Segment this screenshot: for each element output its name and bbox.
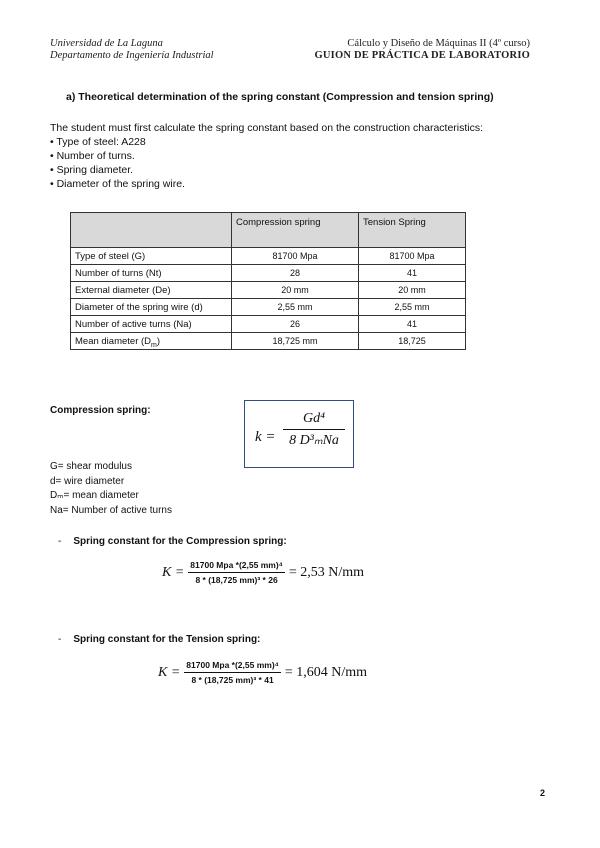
row-label: Number of active turns (Na) <box>71 316 232 333</box>
compression-value: 18,725 mm <box>232 333 359 350</box>
compression-value: 81700 Mpa <box>232 248 359 265</box>
fraction-bar <box>283 429 345 430</box>
row-label-end: ) <box>156 335 161 347</box>
row-label-text: Mean diameter (D <box>75 335 152 347</box>
table-header-empty <box>71 213 232 248</box>
compression-value: 26 <box>232 316 359 333</box>
tension-value: 41 <box>359 265 466 282</box>
equation-fraction <box>184 660 281 685</box>
tension-equation <box>158 660 367 685</box>
equation-numerator: 81700 Mpa *(2,55 mm)⁴ <box>188 560 285 573</box>
intro-text <box>50 121 483 191</box>
equation-result: = 2,53 N/mm <box>288 565 365 581</box>
dash-marker: - <box>58 536 62 547</box>
tension-value: 81700 Mpa <box>359 248 466 265</box>
equation-lhs: K = <box>158 665 181 681</box>
compression-value: 2,55 mm <box>232 299 359 316</box>
legend-item: G= shear modulus <box>50 461 132 472</box>
table-row <box>71 316 466 333</box>
row-label-subscript: m <box>151 341 157 349</box>
tension-value: 18,725 <box>359 333 466 350</box>
row-label <box>71 333 232 350</box>
heading-text: Spring constant for the Tension spring: <box>73 634 261 645</box>
compression-calc-heading <box>58 536 287 547</box>
bullet-item: • Number of turns. <box>50 150 135 162</box>
header-course <box>315 38 530 62</box>
page-number: 2 <box>540 788 546 798</box>
variable-legend <box>50 460 172 518</box>
row-label: Type of steel (G) <box>71 248 232 265</box>
formula-denominator: 8 D³ₘNa <box>289 433 339 448</box>
spring-spec-table <box>70 212 466 350</box>
table-row <box>71 299 466 316</box>
row-label: Number of turns (Nt) <box>71 265 232 282</box>
formula-fraction <box>283 411 345 449</box>
row-label: External diameter (De) <box>71 282 232 299</box>
header-institution <box>50 38 214 62</box>
compression-spring-label: Compression spring: <box>50 405 151 416</box>
table-row <box>71 282 466 299</box>
formula-lhs: k = <box>255 429 276 445</box>
tension-calc-heading <box>58 634 260 645</box>
equation-numerator: 81700 Mpa *(2,55 mm)⁴ <box>184 660 281 673</box>
table-header-compression: Compression spring <box>232 213 359 248</box>
equation-denominator: 8 * (18,725 mm)³ * 26 <box>195 575 278 585</box>
tension-value: 20 mm <box>359 282 466 299</box>
compression-value: 28 <box>232 265 359 282</box>
department-name: Departamento de Ingeniería Industrial <box>50 50 214 61</box>
equation-denominator: 8 * (18,725 mm)³ * 41 <box>191 675 274 685</box>
university-name: Universidad de La Laguna <box>50 38 163 49</box>
table-row <box>71 333 466 350</box>
intro-line: The student must first calculate the spring constant based on the construction characteristics: <box>50 122 484 134</box>
equation-fraction <box>188 560 285 585</box>
bullet-item: • Diameter of the spring wire. <box>50 178 185 190</box>
spring-constant-formula <box>244 400 354 468</box>
table-header-tension: Tension Spring <box>359 213 466 248</box>
document-type: GUION DE PRÁCTICA DE LABORATORIO <box>314 50 530 61</box>
legend-item: d= wire diameter <box>50 475 125 487</box>
legend-item: Na= Number of active turns <box>50 504 172 516</box>
compression-equation <box>162 560 364 585</box>
dash-marker: - <box>58 634 62 645</box>
legend-item: Dₘ= mean diameter <box>50 490 139 501</box>
tension-value: 2,55 mm <box>359 299 466 316</box>
section-title: a) Theoretical determination of the spring constant (Compression and tension spring) <box>66 91 494 103</box>
tension-value: 41 <box>359 316 466 333</box>
table-header-row <box>71 213 466 248</box>
table-row <box>71 265 466 282</box>
formula-numerator: Gd⁴ <box>303 411 325 426</box>
equation-lhs: K = <box>162 565 185 581</box>
bullet-item: • Type of steel: A228 <box>50 136 146 148</box>
compression-value: 20 mm <box>232 282 359 299</box>
table-row <box>71 248 466 265</box>
equation-result: = 1,604 N/mm <box>284 665 368 681</box>
course-name: Cálculo y Diseño de Máquinas II (4º curso) <box>347 38 530 49</box>
row-label: Diameter of the spring wire (d) <box>71 299 232 316</box>
bullet-item: • Spring diameter. <box>50 164 134 176</box>
heading-text: Spring constant for the Compression spring: <box>73 536 287 547</box>
